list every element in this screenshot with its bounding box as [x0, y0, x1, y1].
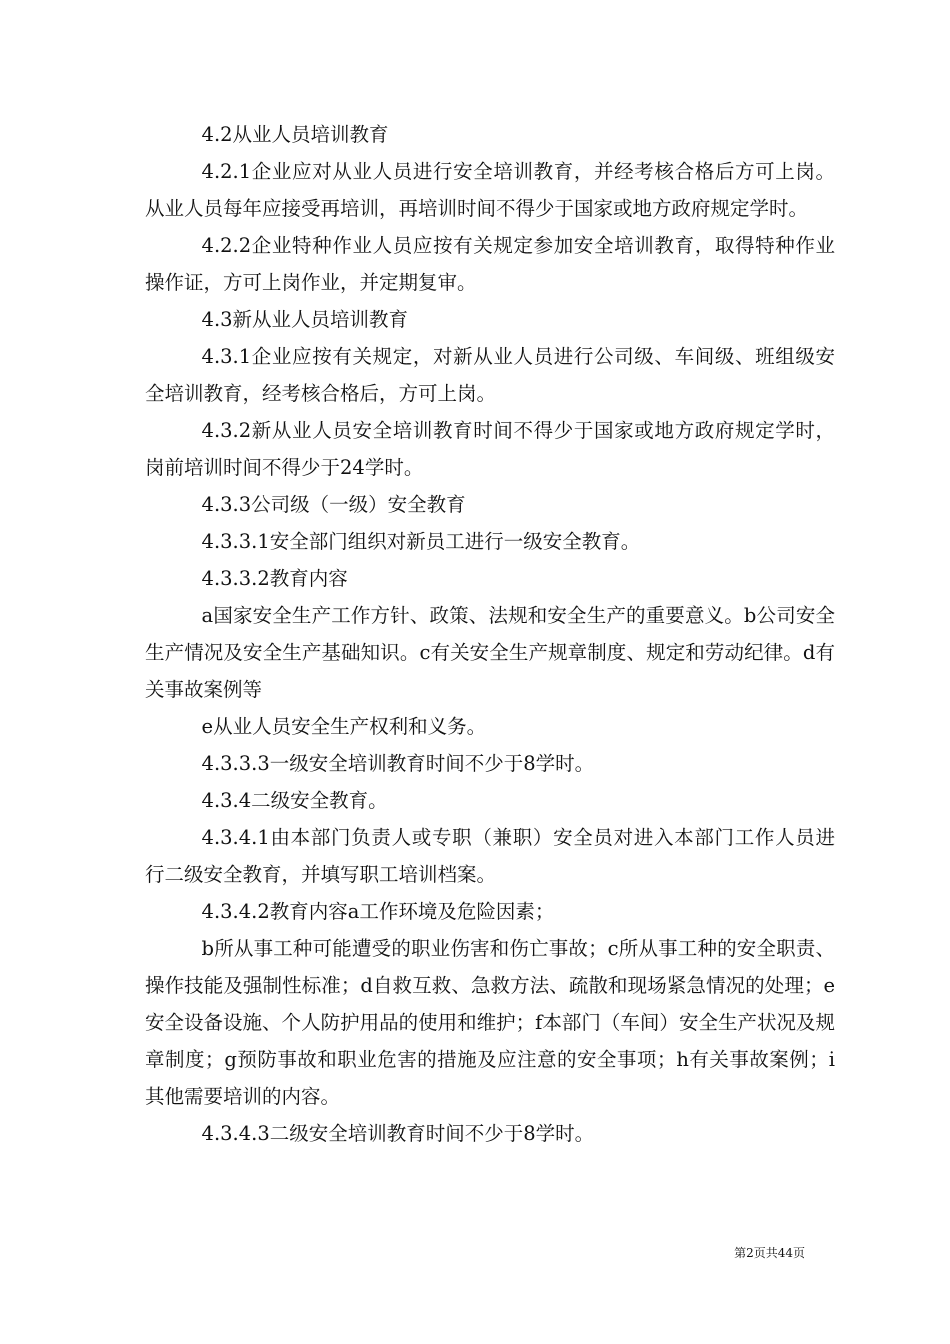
paragraph-4-3-3-1: 4.3.3.1安全部门组织对新员工进行一级安全教育。	[201, 530, 641, 553]
section-heading-4-2: 4.2从业人员培训教育	[201, 123, 389, 146]
paragraph-4-3-3-2: 4.3.3.2教育内容	[201, 567, 348, 590]
paragraph-4-2-2: 4.2.2企业特种作业人员应按有关规定参加安全培训教育，取得特种作业操作证，方可上岗作业，并定期复审。	[145, 234, 835, 294]
paragraph-content-item-e: e从业人员安全生产权利和义务。	[201, 715, 487, 738]
paragraph-4-3-3-3: 4.3.3.3一级安全培训教育时间不少于8学时。	[201, 752, 595, 775]
paragraph-4-2-1: 4.2.1企业应对从业人员进行安全培训教育，并经考核合格后方可上岗。从业人员每年应接受再培训，再培训时间不得少于国家或地方政府规定学时。	[145, 160, 835, 220]
page-number-footer: 第2页共44页	[734, 1246, 805, 1260]
paragraph-4-3-2: 4.3.2新从业人员安全培训教育时间不得少于国家或地方政府规定学时，岗前培训时间不得少于24学时。	[145, 419, 835, 479]
section-heading-4-3: 4.3新从业人员培训教育	[201, 308, 409, 331]
section-heading-4-3-3: 4.3.3公司级（一级）安全教育	[201, 493, 466, 516]
paragraph-content-list-a-d: a国家安全生产工作方针、政策、法规和安全生产的重要意义。b公司安全生产情况及安全生产基础知识。c有关安全生产规章制度、规定和劳动纪律。d有关事故案例等	[145, 604, 835, 701]
paragraph-content-list-b-i: b所从事工种可能遭受的职业伤害和伤亡事故；c所从事工种的安全职责、操作技能及强制性标准；d自救互救、急救方法、疏散和现场紧急情况的处理；e安全设备设施、个人防护用品的使用和维护；f本部门（车间）安全生产状况及规章制度；g预防事故和职业危害的措施及应注意的安全事项；h有关事故案例；i其他需要培训的内容。	[145, 937, 835, 1108]
paragraph-4-3-4-1: 4.3.4.1由本部门负责人或专职（兼职）安全员对进入本部门工作人员进行二级安全教育，并填写职工培训档案。	[145, 826, 835, 886]
paragraph-4-3-4-2: 4.3.4.2教育内容a工作环境及危险因素；	[201, 900, 555, 923]
paragraph-4-3-4-3: 4.3.4.3二级安全培训教育时间不少于8学时。	[201, 1122, 595, 1145]
document-body	[145, 116, 835, 1152]
section-heading-4-3-4: 4.3.4二级安全教育。	[201, 789, 388, 812]
paragraph-4-3-1: 4.3.1企业应按有关规定，对新从业人员进行公司级、车间级、班组级安全培训教育，经考核合格后，方可上岗。	[145, 345, 835, 405]
